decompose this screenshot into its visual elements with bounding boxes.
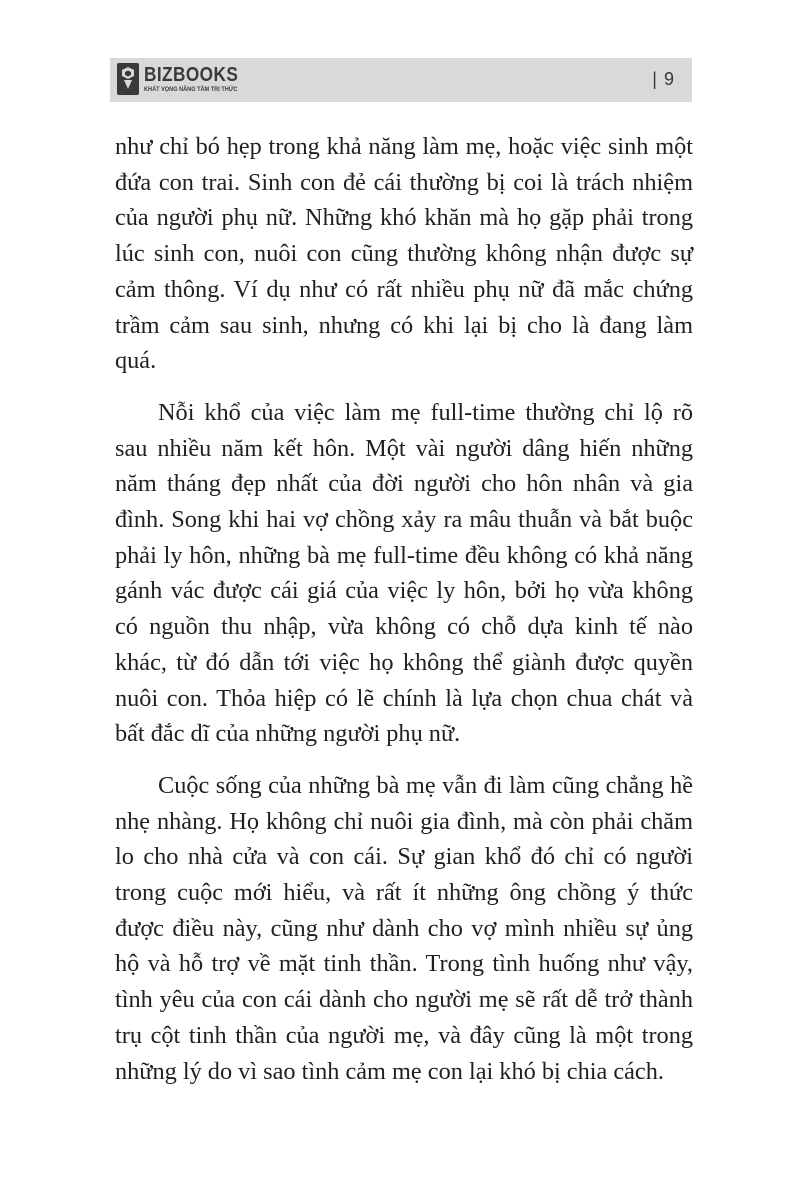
page-body: [115, 129, 693, 1105]
running-header: [110, 58, 692, 102]
paragraph-3: Cuộc sống của những bà mẹ vẫn đi làm cũng chẳng hề nhẹ nhàng. Họ không chỉ nuôi gia đình, mà còn phải chăm lo cho nhà cửa và con cái. Sự gian khổ đó chỉ có người trong cuộc mới hiểu, và rất ít những ông chồng ý thức được điều này, cũng như dành cho vợ mình nhiều sự ủng hộ và hỗ trợ về mặt tinh thần. Trong tình huống như vậy, tình yêu của con cái dành cho người mẹ sẽ rất dễ trở thành trụ cột tinh thần của người mẹ, và đây cũng là một trong những lý do vì sao tình cảm mẹ con lại khó bị chia cách.: [115, 771, 693, 1085]
publisher-logo: [116, 62, 254, 96]
brand-tagline: KHÁT VỌNG NÂNG TẦM TRI THỨC: [144, 85, 238, 93]
page-number: 9: [663, 69, 674, 89]
paragraph-2: Nỗi khổ của việc làm mẹ full-time thường chỉ lộ rõ sau nhiều năm kết hôn. Một vài người dâng hiến những năm tháng đẹp nhất của đời người cho hôn nhân và gia đình. Song khi hai vợ chồng xảy ra mâu thuẫn và bắt buộc phải ly hôn, những bà mẹ full-time đều không có khả năng gánh vác được cái giá của việc ly hôn, bởi họ vừa không có nguồn thu nhập, vừa không có chỗ dựa kinh tế nào khác, từ đó dẫn tới việc họ không thể giành được quyền nuôi con. Thỏa hiệp có lẽ chính là lựa chọn chua chát và bất đắc dĩ của những người phụ nữ.: [115, 398, 693, 748]
page-number-area: [652, 69, 674, 90]
brand-name: BIZBOOKS: [144, 63, 239, 86]
header-separator: |: [652, 69, 657, 89]
bizbooks-logo-icon: [116, 62, 140, 96]
paragraph-1: như chỉ bó hẹp trong khả năng làm mẹ, hoặc việc sinh một đứa con trai. Sinh con đẻ cái thường bị coi là trách nhiệm của người phụ nữ. Những khó khăn mà họ gặp phải trong lúc sinh con, nuôi con cũng thường không nhận được sự cảm thông. Ví dụ như có rất nhiều phụ nữ đã mắc chứng trầm cảm sau sinh, nhưng có khi lại bị cho là đang làm quá.: [115, 133, 693, 375]
